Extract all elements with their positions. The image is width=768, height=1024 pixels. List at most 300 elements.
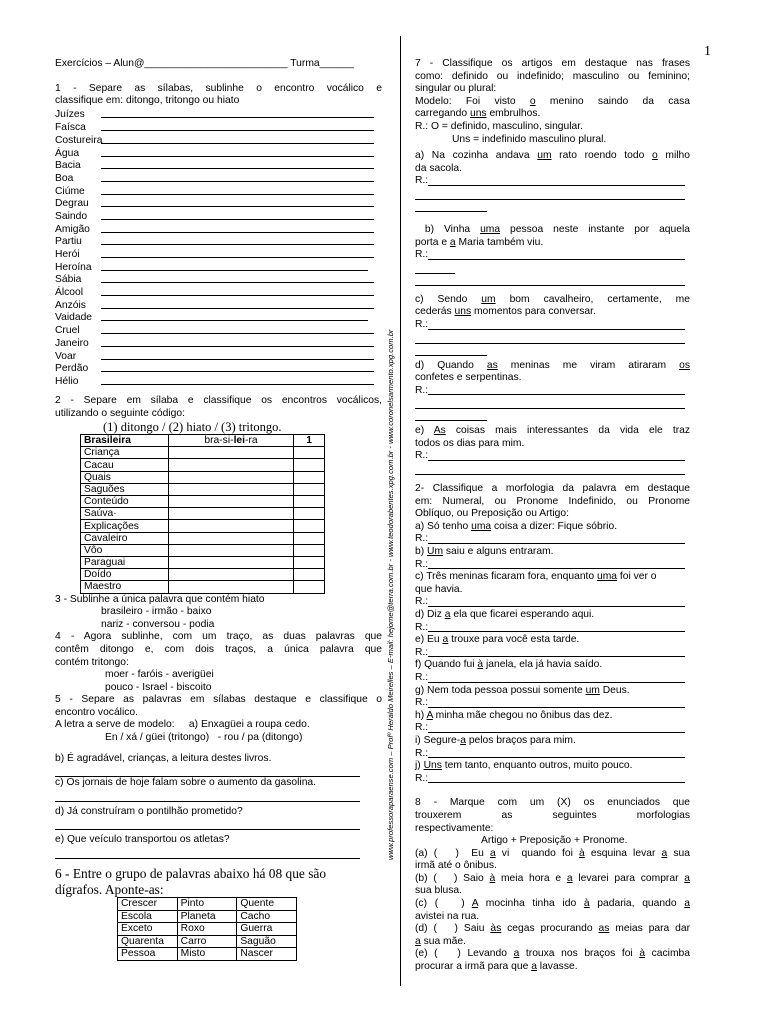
q2b-item-g [415,685,690,698]
q7-text: meninas me viram atiraram [497,359,680,371]
q6-word-cell[interactable]: Roxo [177,923,237,936]
q7-d-line2: confetes e serpentinas. [415,372,522,384]
q2b-highlight: A [426,709,433,721]
q2b-highlight: à [477,659,484,671]
q7-text: rato roendo todo [551,150,652,162]
q4-line1: 4 - Agora sublinhe, com um traço, as duas palavras que [55,631,382,643]
q2-code-cell[interactable] [294,544,325,556]
q2-table-header [81,435,325,447]
answer-fill[interactable] [428,757,685,758]
q1-word-row [55,362,382,375]
q4-line3: contém tritongo: [55,656,129,668]
q1-word: Bacia [55,160,81,172]
q2b-answer-g[interactable] [415,697,685,710]
q2-word: Saúva· [81,508,169,520]
question-1 [55,83,382,387]
q1-word-row [55,209,382,222]
q6-word-cell[interactable]: Saguão [237,935,297,948]
q2b-text: i) Segure- [415,734,461,746]
q8-text: cegas procurando [501,923,599,935]
q2-syllable-cell[interactable] [168,520,294,532]
q1-word: Água [55,147,80,159]
answer-label: R.: [415,533,429,545]
q7-text: bom cavalheiro, certamente, me [495,293,690,305]
q7-d-answer[interactable] [415,385,685,398]
answer-line[interactable] [415,332,685,344]
q7-article: o [652,150,658,162]
q2b-highlight: uma [597,571,618,583]
q7-line2: como: definido ou indefinido; masculino ou feminino; [415,70,690,82]
q8-text: sua mãe. [420,935,466,947]
question-2-morphology [415,483,690,785]
q8-text: (d) ( ) Saiu [415,923,491,935]
q2-word: Doído [81,569,169,581]
q6-table-row [118,935,297,948]
q2b-text: tem tanto, enquanto outros, muito pouco. [441,760,633,772]
q2b-text: c) Três meninas ficaram fora, enquanto [415,571,597,583]
answer-label: R.: [415,747,429,759]
q1-word: Sábia [55,274,82,286]
q6-table-row [118,948,297,961]
q2b-answer-j[interactable] [415,773,685,786]
q1-word-row [55,247,382,260]
q2b-highlight: uma [471,520,492,532]
q1-word: Boa [55,172,74,184]
q1-answer-line[interactable] [101,244,374,245]
q2-table-row [81,569,325,581]
q5-d-answer-line[interactable] [55,818,360,830]
q2b-text: e) Eu [415,634,443,646]
q2-table-row [81,471,325,483]
answer-label: R.: [415,671,429,683]
q7-a-line2: da sacola. [415,162,462,174]
q8-text: esquina levar [584,847,662,859]
q8-highlight: a [531,961,537,973]
q2b-answer-d[interactable] [415,622,685,635]
q5-e-answer-line[interactable] [55,847,360,859]
q2b-highlight: a [442,634,449,646]
q2b-text: a) Só tenho [415,520,472,532]
q7-text: porta e [415,236,450,248]
q1-answer-line[interactable] [101,333,374,334]
answer-fill[interactable] [428,543,685,544]
q7-article: uma [480,223,501,235]
q1-word: Vaidade [55,312,93,324]
q1-answer-line[interactable] [101,194,374,195]
q7-c-answer[interactable] [415,319,685,332]
q2b-answer-h[interactable] [415,722,685,735]
q2b-highlight: a [460,734,466,746]
q2-line1: 2 - Separe em sílaba e classifique os encontros vocálicos, [55,394,382,406]
answer-line[interactable] [415,344,487,356]
q2-table-row [81,483,325,495]
q2b-text: saiu e alguns entraram. [443,546,554,558]
answer-label: R.: [415,384,429,396]
q2b-answer-f[interactable] [415,672,685,685]
q2-code-cell[interactable] [294,471,325,483]
answer-fill[interactable] [428,568,685,569]
q7-text: cederás [415,306,455,318]
q2-syllable-cell[interactable] [168,569,294,581]
q1-answer-line[interactable] [101,320,368,321]
q8-text: lavasse. [536,961,578,973]
q7-c-line2 [415,306,690,319]
q2b-text: h) [415,709,427,721]
q2-syllable-cell[interactable] [168,556,294,568]
q1-word-row [55,184,382,197]
q1-answer-line[interactable] [101,181,374,182]
q2b-highlight: Uns [423,760,442,772]
q1-word: Anzóis [55,299,86,311]
q7-model-line2 [415,108,690,121]
q7-text: momentos para conversar. [471,306,596,318]
q2b-text: j) [415,760,424,772]
q1-answer-line[interactable] [101,168,374,169]
q5-line1: 5 - Separe as palavras em sílabas destaque e classifique o [55,694,382,706]
q2-table-row [81,459,325,471]
q8-d-line1 [415,923,690,936]
q2b-text: minha mãe chegou no ônibus das dez. [432,709,613,721]
q2-head-code: 1 [294,435,325,447]
q6-table-row [118,898,297,911]
q1-answer-line[interactable] [101,219,374,220]
q7-text: pessoa neste instante por aquela [500,223,690,235]
q1-word-row [55,336,382,349]
answer-label: R.: [415,318,429,330]
q2b-answer-i[interactable] [415,748,685,761]
q1-word-row [55,349,382,362]
q6-word-cell[interactable]: Cacho [237,910,297,923]
answer-fill[interactable] [428,185,685,186]
q5-item-e: e) Que veículo transportou os atletas? [55,834,230,846]
answer-fill[interactable] [428,782,685,783]
q1-answer-line[interactable] [101,371,374,372]
q8-highlight: as [598,923,610,935]
q1-word: Partiu [55,236,82,248]
answer-fill[interactable] [428,707,685,708]
q7-article: as [486,359,498,371]
q2-table-row [81,520,325,532]
answer-line[interactable] [415,463,685,475]
q2-code-cell[interactable] [294,569,325,581]
q8-text: padaria, quando [589,898,685,910]
q1-answer-line[interactable] [101,270,368,271]
q6-word-cell[interactable]: Quente [237,898,297,911]
q6-table [117,897,297,961]
q8-text: vi quando foi [495,847,579,859]
q2-syllable-cell[interactable] [168,483,294,495]
question-3 [55,594,382,632]
q1-word-row [55,197,382,210]
q2-word: Cacau [81,459,169,471]
q2b-text: Deus. [599,684,630,696]
q2b-highlight: um [585,684,600,696]
q1-answer-line[interactable] [101,295,374,296]
q3-option1: brasileiro - irmão - baixo [101,606,212,618]
q7-model-article-o: o [529,95,536,107]
q6-word-cell[interactable]: Pessoa [118,948,178,961]
q2-table-row [81,508,325,520]
q2b-item-d [415,609,690,622]
answer-fill[interactable] [428,682,685,683]
q8-text: (a) ( ) Eu [415,847,490,859]
q2-code-cell[interactable] [294,459,325,471]
right-column [415,58,690,974]
q2-table-row [81,447,325,459]
q1-answer-line[interactable] [101,282,374,283]
q5-item-d: d) Já construíram o pontilhão prometido? [55,805,243,817]
q1-word: Cruel [55,325,80,337]
q8-text: sua [667,847,690,859]
answer-line[interactable] [415,188,685,200]
q1-word: Costureira [55,134,103,146]
q1-answer-line[interactable] [101,156,374,157]
question-8 [415,797,690,973]
q7-model-answer2: Uns = indefinido masculino plural. [452,133,607,145]
q2-code-cell[interactable] [294,447,325,459]
q8-e-line2 [415,961,690,974]
q5-item-b: b) É agradável, crianças, a leitura destes livros. [55,752,272,764]
q1-answer-line[interactable] [101,206,374,207]
q2-word: Vôo [81,544,169,556]
q2-code-cell[interactable] [294,520,325,532]
q6-word-cell[interactable]: Crescer [118,898,178,911]
q6-table-row [118,923,297,936]
q2-line2: utilizando o seguinte código: [55,407,185,419]
q6-word-cell[interactable]: Guerra [237,923,297,936]
q6-word-cell[interactable]: Carro [177,935,237,948]
q8-highlight: à [639,948,646,960]
q1-answer-line[interactable] [101,308,374,309]
q2-syllable-cell[interactable] [168,508,294,520]
answer-label: R.: [415,772,429,784]
q2-table [80,434,325,593]
q1-word-row [55,159,382,172]
q7-model-answer1: R.: O = definido, masculino, singular. [415,120,583,132]
q7-line1: 7 - Classifique os artigos em destaque nas frases [415,58,690,69]
q2-head-syllables [168,435,294,447]
q2-word: Paraguai [81,556,169,568]
q1-word-row [55,323,382,336]
answer-fill[interactable] [428,259,685,260]
q7-model-text: embrulhos. [486,108,541,120]
q1-answer-line[interactable] [101,117,374,118]
answer-label: R.: [415,646,429,658]
q2b-text: ela que ficarei esperando aqui. [450,609,595,620]
q2b-line1: 2- Classifique a morfologia da palavra em destaque [415,483,690,495]
q8-text: meias para dar [609,923,691,935]
q8-line3: respectivamente: [415,822,494,834]
q1-word-row [55,311,382,324]
q2-syllable-cell[interactable] [168,447,294,459]
left-column [55,58,382,961]
answer-fill[interactable] [428,329,685,330]
q6-word-cell[interactable]: Pinto [177,898,237,911]
q7-text: milho [657,150,690,162]
q2-code-cell[interactable] [294,496,325,508]
q8-text: trouxa nos braços foi [519,948,640,960]
q6-line2: dígrafos. Aponte-as: [55,882,164,898]
q2b-item-b [415,546,690,559]
q6-word-cell[interactable]: Escola [118,910,178,923]
q1-word: Janeiro [55,337,89,349]
q8-line1: 8 - Marque com um (X) os enunciados que [415,797,690,809]
q7-article: um [537,150,552,162]
q2-word: Criança [81,447,169,459]
q8-c-line2: avistei na rua. [415,910,480,922]
q2b-item-c [415,571,690,584]
q8-text: meia hora e [495,872,567,884]
answer-line[interactable] [415,262,455,274]
q7-d-line1 [415,360,690,373]
q2-table-row [81,581,325,593]
answer-fill[interactable] [428,631,685,632]
q7-a-answer[interactable] [415,175,685,188]
q1-word-row [55,146,382,159]
q2b-text: g) Nem toda pessoa possui somente [415,684,586,696]
q2-code-cell[interactable] [294,508,325,520]
q2b-highlight: a [444,609,451,620]
answer-label: R.: [415,175,429,187]
q8-highlight: às [490,923,502,935]
q7-e-line1 [415,425,690,438]
q1-word-row [55,298,382,311]
q1-answer-line[interactable] [101,384,374,385]
q1-word: Faísca [55,122,86,134]
q8-highlight: a [415,935,421,947]
q6-line1: 6 - Entre o grupo de palavras abaixo há 08 que são [55,866,327,882]
q1-answer-line[interactable] [101,359,374,360]
q8-line2: trouxerem as seguintes morfologias [415,809,690,821]
q7-b-answer[interactable] [415,249,685,262]
q8-text: (c) ( ) [415,898,472,910]
q6-word-cell[interactable]: Planeta [177,910,237,923]
header-line: Exercícios – Alun@_________________________ Turma______ [55,58,355,69]
q1-word-row [55,171,382,184]
q2-word: Saguões [81,483,169,495]
q2b-text: coisa a dizer: Fique sóbrio. [491,520,618,532]
q5-model: A letra a serve de modelo: a) Enxagüei a roupa cedo. [55,719,310,731]
q7-e-line2: todos os dias para mim. [415,437,525,449]
q1-word-row [55,374,382,387]
q2-table-row [81,544,325,556]
q2-code-cell[interactable] [294,483,325,495]
answer-fill[interactable] [428,606,685,607]
answer-label: R.: [415,558,429,570]
q1-word-row [55,260,382,273]
q1-word-row [55,120,382,133]
question-6 [55,865,382,961]
q2-syllable-cell[interactable] [168,496,294,508]
q1-word-row [55,285,382,298]
q1-answer-line[interactable] [101,232,374,233]
q2b-text: d) Diz [415,609,445,620]
answer-label: R.: [415,621,429,633]
q2-code-cell[interactable] [294,532,325,544]
q2-syllable-cell[interactable] [168,544,294,556]
q6-word-cell[interactable]: Exceto [118,923,178,936]
q7-text: c) Sendo [415,293,482,305]
q1-word: Perdão [55,363,89,375]
q2b-answer-e[interactable] [415,647,685,660]
q8-c-line1 [415,898,690,911]
q8-text: procurar a irmã para que [415,961,532,973]
q7-a-line1 [415,150,690,163]
q2b-answer-a[interactable] [415,533,685,546]
q1-word: Juízes [55,109,85,121]
answer-line[interactable] [415,409,487,421]
q2-syllable-cell[interactable] [168,581,294,593]
q2b-text: foi ver o [617,571,657,583]
column-divider [400,36,401,986]
q4-line2: contêm ditongo e, com dois traços, a única palavra que [55,643,382,655]
q8-e-line1 [415,948,690,961]
q2b-text: f) Quando fui [415,659,478,671]
q6-word-cell[interactable]: Quarenta [118,935,178,948]
q8-text: cacimba [645,948,690,960]
q1-word-list [55,108,382,387]
q1-word: Heroína [55,261,92,273]
answer-line[interactable] [415,200,487,212]
q1-word-row [55,222,382,235]
answer-line[interactable] [415,274,685,286]
q2-code-cell[interactable] [294,581,325,593]
q1-word: Voar [55,350,77,362]
q2-syllable-cell[interactable] [168,532,294,544]
q2b-text: trouxe para você esta tarde. [448,634,580,646]
q8-highlight: A [471,898,479,910]
q6-word-cell[interactable]: Nascer [237,948,297,961]
q2b-text: janela, ela já havia saído. [483,659,603,671]
q2-syllable-cell[interactable] [168,471,294,483]
q1-answer-line[interactable] [101,143,374,144]
answer-fill[interactable] [428,460,685,461]
answer-line[interactable] [415,397,685,409]
q1-line2: classifique em: ditongo, tritongo ou hiato [55,95,240,107]
q5-item-c: c) Os jornais de hoje falam sobre o aumento da gasolina. [55,777,317,789]
q2b-item-e [415,634,690,647]
q2b-answer-c[interactable] [415,596,685,609]
q1-answer-line[interactable] [101,346,374,347]
q5-b-answer-line[interactable] [55,765,360,777]
answer-fill[interactable] [428,394,685,395]
q1-answer-line[interactable] [101,257,374,258]
answer-label: R.: [415,249,429,261]
q6-word-cell[interactable]: Misto [177,948,237,961]
q5-c-answer-line[interactable] [55,790,360,802]
q8-highlight: a [684,872,690,884]
q2-word: Quais [81,471,169,483]
q8-b-line1 [415,873,690,886]
q1-word: Herói [55,249,80,261]
answer-label: R.: [415,450,429,462]
q1-word-row [55,235,382,248]
q2b-answer-b[interactable] [415,559,685,572]
q2b-items [415,521,690,785]
q2-syllable-cell[interactable] [168,459,294,471]
q3-line1: 3 - Sublinhe a única palavra que contém hiato [55,593,265,605]
q1-word: Hélio [55,375,79,387]
q7-line3: singular ou plural: [415,83,497,95]
q3-option2: nariz - conversou - podia [101,618,215,630]
q8-highlight: a [513,948,520,960]
q7-e-answer[interactable] [415,450,685,463]
answer-fill[interactable] [428,732,685,733]
q7-text: d) Quando [415,359,487,371]
q1-answer-line[interactable] [101,130,374,131]
answer-fill[interactable] [428,656,685,657]
q2-code-cell[interactable] [294,556,325,568]
